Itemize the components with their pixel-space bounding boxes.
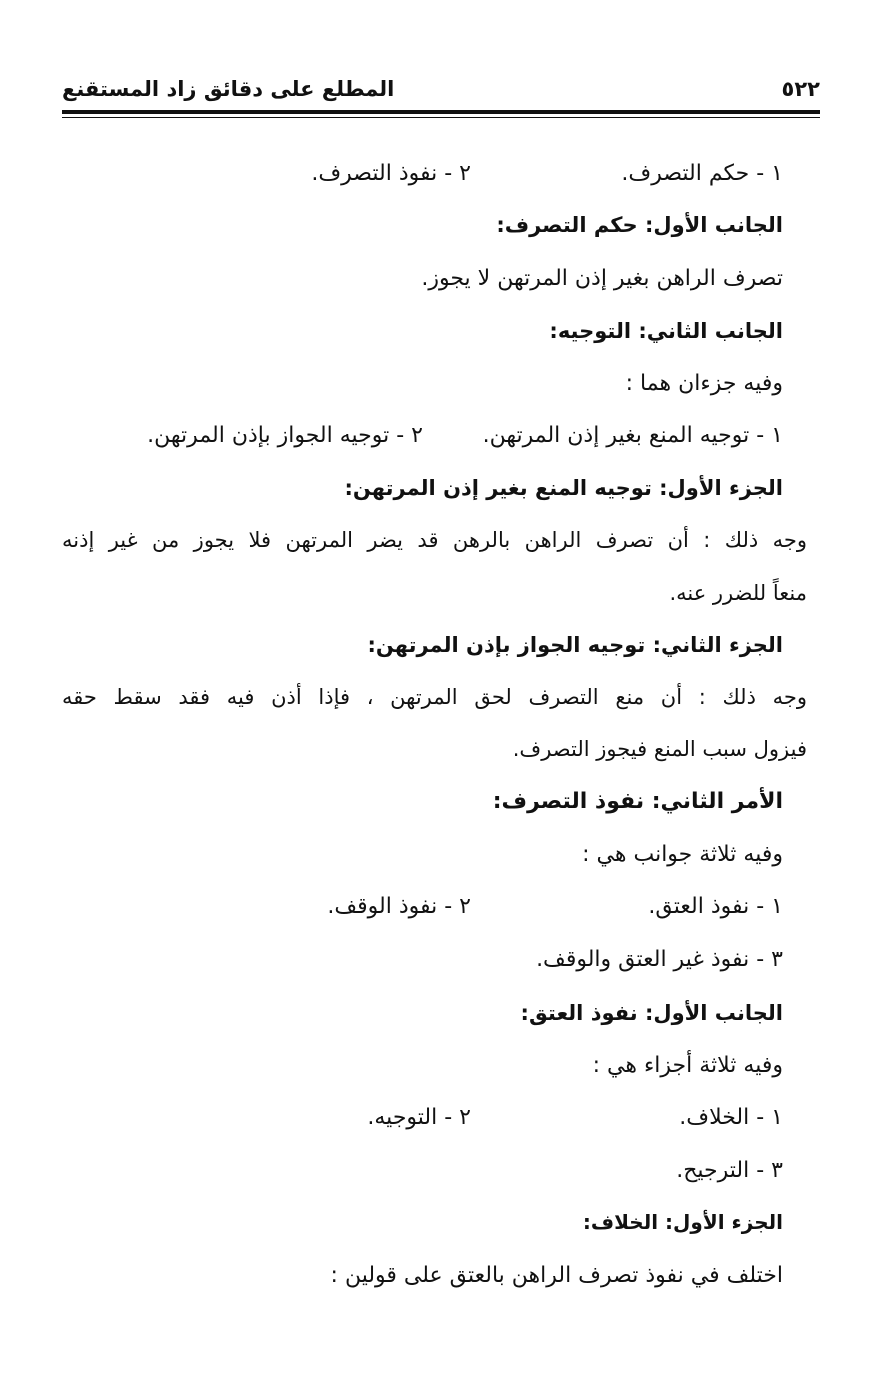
section-heading: الجزء الأول: توجيه المنع بغير إذن المرتهن: [344, 476, 783, 500]
list-item: ٢ - نفوذ التصرف. [311, 161, 471, 186]
list-item: ١ - نفوذ العتق. [648, 894, 783, 919]
list-row [140, 887, 783, 927]
list-item: ٢ - التوجيه. [367, 1105, 471, 1130]
list-item: ٣ - الترجيح. [676, 1158, 783, 1183]
page-number: ٥٢٢ [781, 77, 820, 101]
paragraph-line: وفيه ثلاثة أجزاء هي : [592, 1053, 783, 1078]
list-row [140, 416, 783, 456]
header-rule-thin [62, 117, 820, 118]
section-heading: الجزء الأول: الخلاف: [582, 1210, 783, 1234]
paragraph-line: فيزول سبب المنع فيجوز التصرف. [512, 737, 807, 761]
list-row [140, 1098, 783, 1138]
running-header [62, 72, 820, 108]
list-item: ٢ - توجيه الجواز بإذن المرتهن. [147, 423, 423, 448]
book-title: المطلع على دقائق زاد المستقنع [62, 77, 395, 101]
section-heading: الجانب الأول: حكم التصرف: [496, 213, 783, 237]
list-item: ١ - الخلاف. [679, 1105, 783, 1130]
paragraph-line: وفيه ثلاثة جوانب هي : [582, 842, 783, 867]
section-heading: الجانب الثاني: التوجيه: [549, 319, 783, 343]
section-heading: الجزء الثاني: توجيه الجواز بإذن المرتهن: [367, 633, 783, 657]
header-rule-thick [62, 110, 820, 114]
paragraph-line: منعاً للضرر عنه. [669, 581, 807, 605]
list-item: ٣ - نفوذ غير العتق والوقف. [536, 947, 783, 972]
paragraph-line: تصرف الراهن بغير إذن المرتهن لا يجوز. [421, 266, 783, 291]
paragraph-line: وجه ذلك : أن تصرف الراهن بالرهن قد يضر المرتهن فلا يجوز من غير إذنه [62, 528, 807, 552]
list-item: ١ - حكم التصرف. [621, 161, 783, 186]
paragraph-line: وجه ذلك : أن منع التصرف لحق المرتهن ، فإذا أذن فيه فقد سقط حقه [62, 685, 807, 709]
list-item: ١ - توجيه المنع بغير إذن المرتهن. [482, 423, 783, 448]
paragraph-line: وفيه جزءان هما : [625, 371, 783, 396]
list-row [140, 154, 783, 194]
section-heading: الأمر الثاني: نفوذ التصرف: [492, 789, 783, 814]
paragraph-line: اختلف في نفوذ تصرف الراهن بالعتق على قولين : [330, 1263, 783, 1288]
section-heading: الجانب الأول: نفوذ العتق: [520, 1001, 783, 1025]
list-item: ٢ - نفوذ الوقف. [327, 894, 471, 919]
